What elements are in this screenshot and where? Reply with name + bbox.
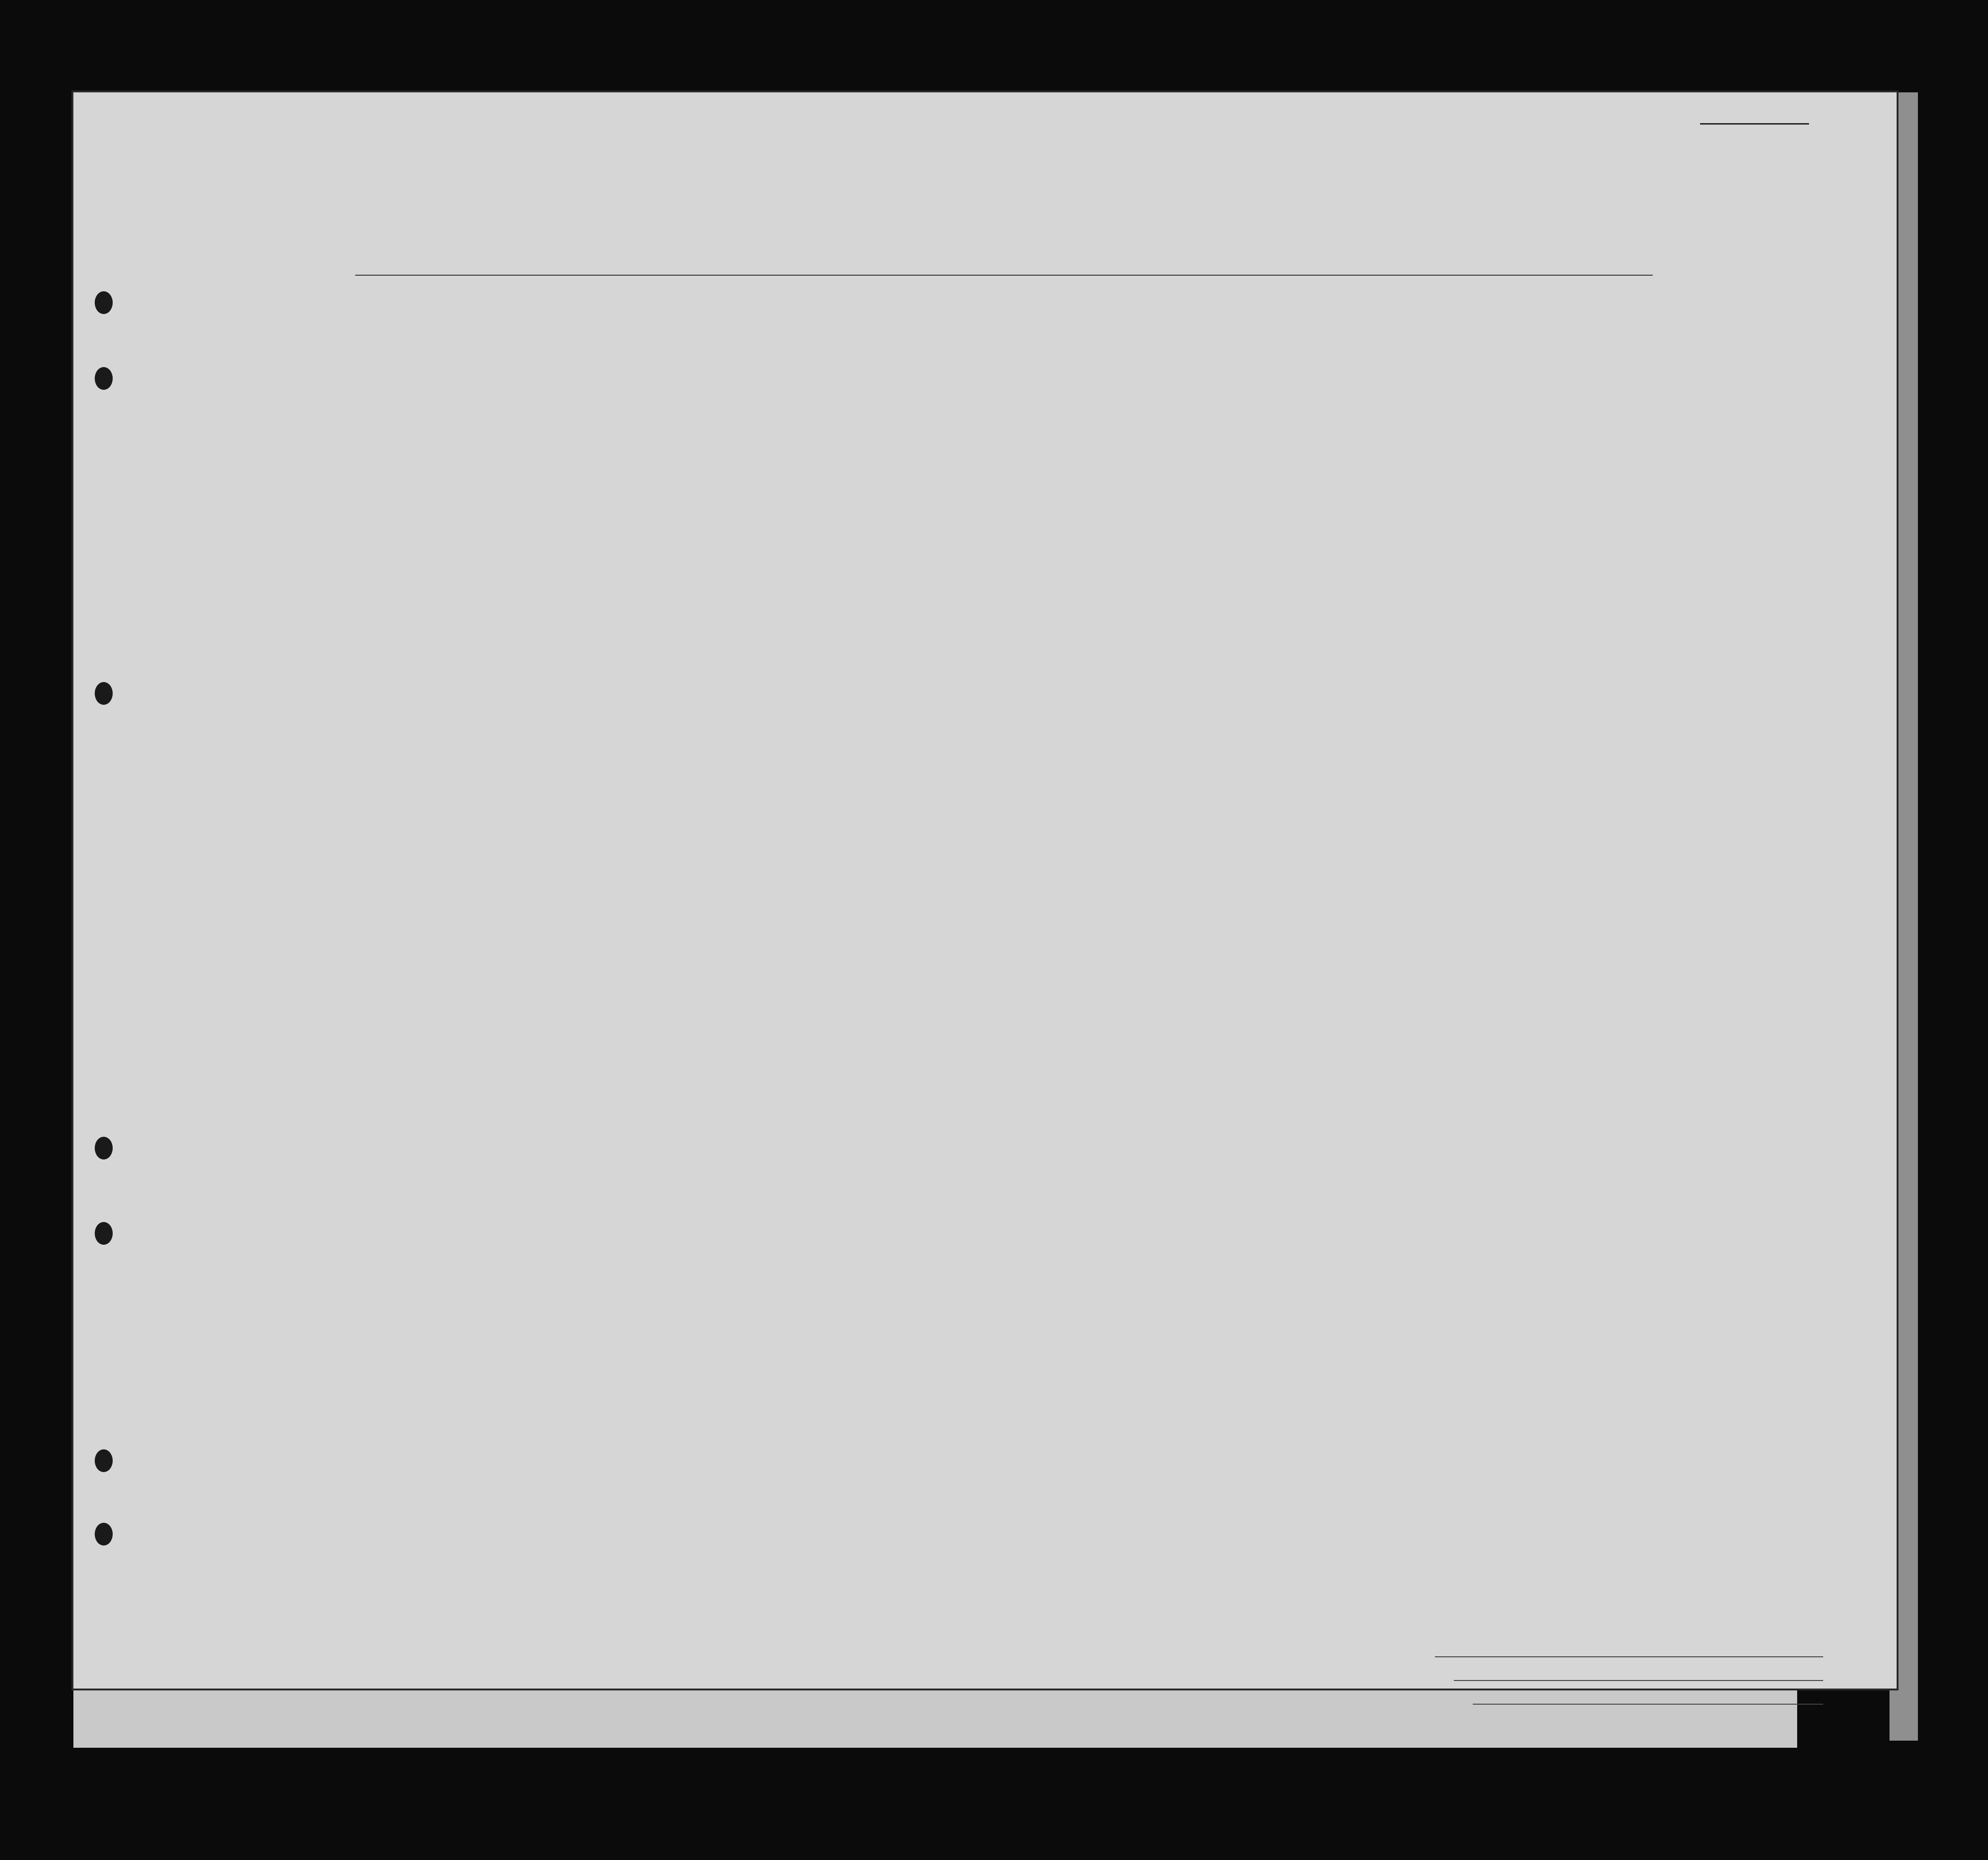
- manifest-sheet: [73, 92, 1897, 1689]
- punch-hole-icon: [95, 682, 113, 705]
- punch-hole-icon: [95, 291, 113, 314]
- line-underline: [1435, 1656, 1823, 1657]
- agents-underline: [1473, 1704, 1823, 1705]
- punch-hole-icon: [95, 1449, 113, 1472]
- sheet-bottom-edge: [73, 1686, 1797, 1748]
- punch-hole-icon: [95, 1222, 113, 1245]
- arriving-underline: [355, 275, 1653, 276]
- punch-hole-icon: [95, 1523, 113, 1546]
- owners-underline: [1454, 1680, 1823, 1681]
- punch-hole-icon: [95, 367, 113, 390]
- list-underline: [1700, 123, 1809, 125]
- punch-hole-icon: [95, 1137, 113, 1159]
